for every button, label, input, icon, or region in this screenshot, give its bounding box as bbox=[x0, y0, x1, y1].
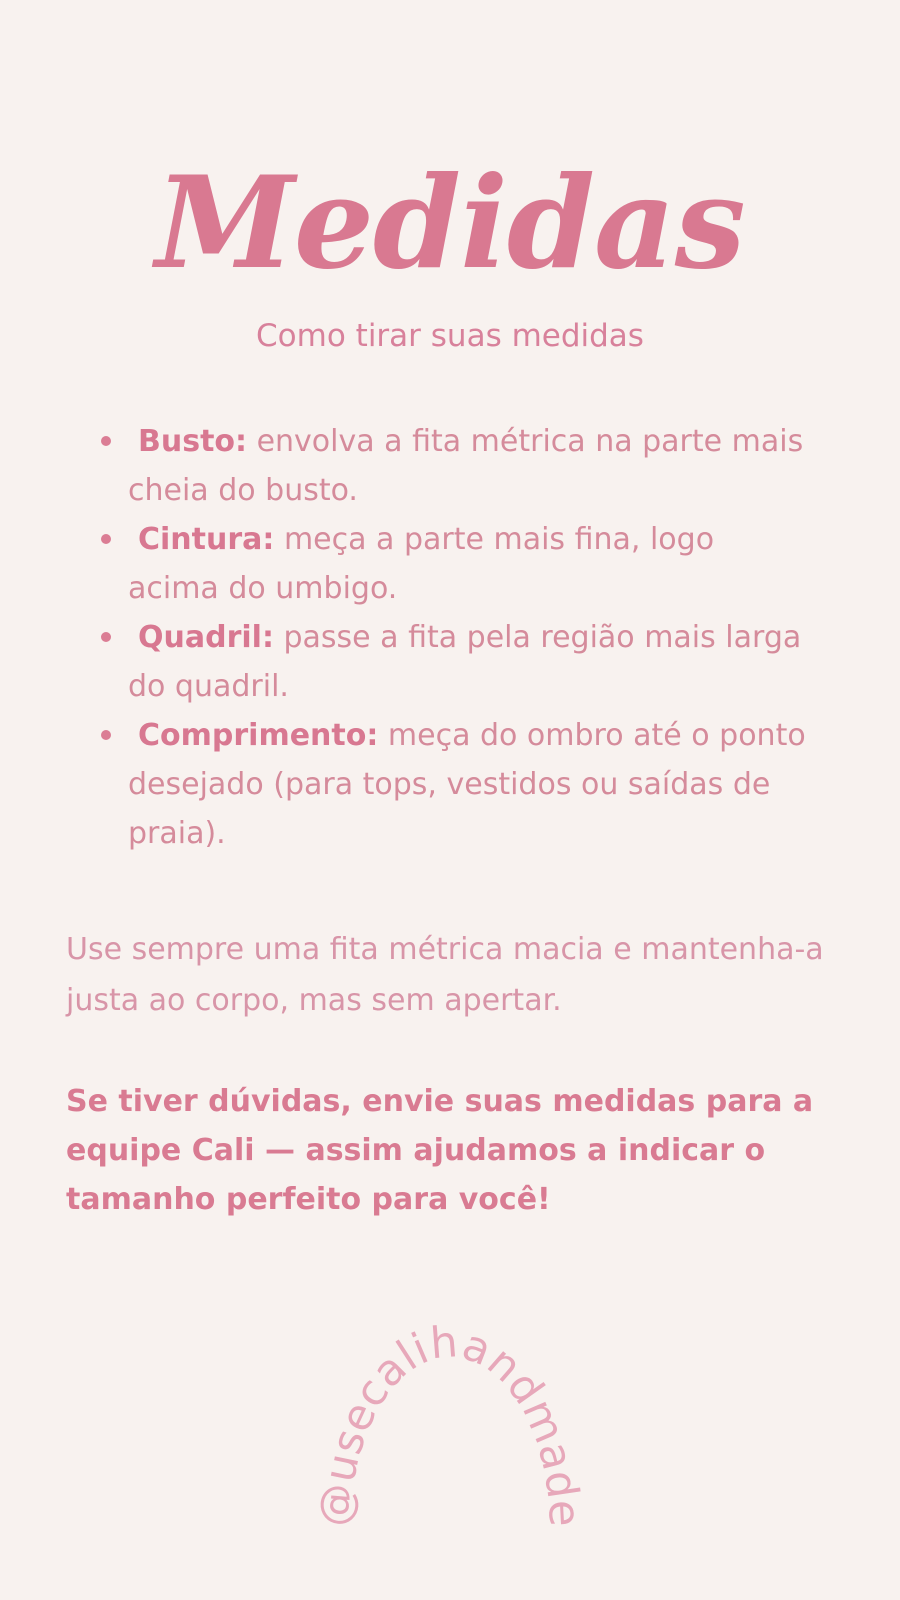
instagram-handle-path-text: @usecalihandmade bbox=[310, 1317, 590, 1529]
measurement-description: passe a fita pela região mais larga do quadril. bbox=[128, 620, 802, 704]
measurement-description: envolva a fita métrica na parte mais cheia do busto. bbox=[128, 424, 804, 508]
bullet-icon bbox=[101, 632, 111, 642]
measurement-label: Quadril: bbox=[138, 620, 274, 655]
page-title: Medidas bbox=[155, 149, 745, 297]
measuring-tip: Use sempre uma fita métrica macia e mantenha-a justa ao corpo, mas sem apertar. bbox=[66, 932, 824, 1018]
measurement-item-busto bbox=[128, 417, 808, 515]
instagram-handle bbox=[290, 1305, 610, 1530]
measurement-item-comprimento bbox=[128, 711, 808, 858]
measurement-description: meça a parte mais fina, logo acima do umbigo. bbox=[128, 522, 715, 606]
instagram-handle-text bbox=[310, 1317, 589, 1528]
contact-note: Se tiver dúvidas, envie suas medidas para a equipe Cali — assim ajudamos a indicar o tamanho perfeito para você! bbox=[66, 1084, 814, 1217]
measurement-item-cintura bbox=[128, 515, 808, 613]
measurement-description: meça do ombro até o ponto desejado (para tops, vestidos ou saídas de praia). bbox=[128, 718, 806, 851]
measurement-list bbox=[128, 417, 808, 858]
measurement-label: Comprimento: bbox=[138, 718, 379, 753]
bullet-icon bbox=[101, 730, 111, 740]
measurement-label: Cintura: bbox=[138, 522, 275, 557]
measurement-item-quadril bbox=[128, 613, 808, 711]
measurement-label: Busto: bbox=[138, 424, 248, 459]
page-subtitle: Como tirar suas medidas bbox=[256, 318, 644, 354]
bullet-icon bbox=[101, 534, 111, 544]
bullet-icon bbox=[101, 436, 111, 446]
